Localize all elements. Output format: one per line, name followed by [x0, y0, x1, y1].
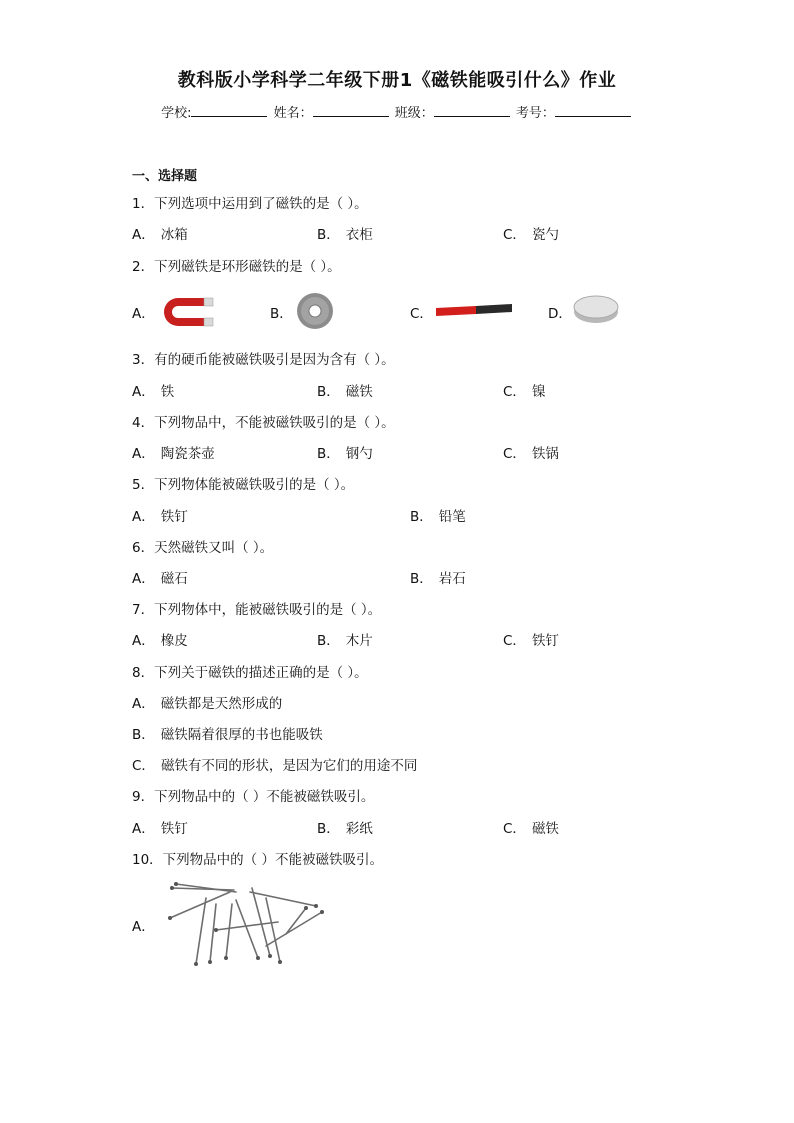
q6-option-a[interactable]: A． 磁石 — [132, 571, 188, 587]
q10-option-a[interactable]: A． — [132, 878, 332, 970]
class-label: 班级： — [394, 106, 434, 121]
bar-magnet-icon — [436, 302, 514, 318]
question-10: 10．下列物品中的（ ）不能被磁铁吸引。 — [132, 852, 383, 868]
q2-option-a[interactable]: A． — [132, 290, 222, 330]
q3-option-c[interactable]: C． 镍 — [503, 384, 546, 400]
question-8: 8．下列关于磁铁的描述正确的是（ ）。 — [132, 665, 368, 681]
student-info-line — [0, 102, 794, 121]
pins-icon — [166, 878, 326, 970]
q9-option-c[interactable]: C． 磁铁 — [503, 821, 559, 837]
name-label: 姓名： — [273, 106, 313, 121]
q5-option-b[interactable]: B． 铅笔 — [410, 509, 466, 525]
question-9: 9．下列物品中的（ ）不能被磁铁吸引。 — [132, 789, 375, 805]
class-blank[interactable] — [434, 104, 510, 117]
q8-option-b[interactable]: B． 磁铁隔着很厚的书也能吸铁 — [132, 727, 323, 743]
q8-option-c[interactable]: C． 磁铁有不同的形状，是因为它们的用途不同 — [132, 758, 418, 774]
question-7: 7．下列物体中，能被磁铁吸引的是（ ）。 — [132, 602, 382, 618]
q6-option-b[interactable]: B． 岩石 — [410, 571, 466, 587]
question-3: 3．有的硬币能被磁铁吸引是因为含有（ ）。 — [132, 352, 395, 368]
q7-option-c[interactable]: C． 铁钉 — [503, 633, 559, 649]
section-title: 一、选择题 — [132, 169, 198, 184]
question-5: 5．下列物体能被磁铁吸引的是（ ）。 — [132, 477, 355, 493]
q7-option-b[interactable]: B． 木片 — [317, 633, 373, 649]
q9-option-a[interactable]: A． 铁钉 — [132, 821, 188, 837]
q5-option-a[interactable]: A． 铁钉 — [132, 509, 188, 525]
q2-option-c[interactable]: C． — [410, 290, 520, 330]
q8-option-a[interactable]: A． 磁铁都是天然形成的 — [132, 696, 283, 712]
q1-option-c[interactable]: C． 瓷勺 — [503, 227, 559, 243]
q3-option-b[interactable]: B． 磁铁 — [317, 384, 373, 400]
q4-option-b[interactable]: B． 钢勺 — [317, 446, 373, 462]
question-1: 1．下列选项中运用到了磁铁的是（ ）。 — [132, 196, 368, 212]
school-blank[interactable] — [191, 104, 267, 117]
school-label: 学校: — [161, 106, 192, 121]
q2-option-d[interactable]: D． — [548, 290, 628, 330]
question-2: 2．下列磁铁是环形磁铁的是（ ）。 — [132, 259, 341, 275]
q4-option-c[interactable]: C． 铁锅 — [503, 446, 559, 462]
exam-no-blank[interactable] — [555, 104, 631, 117]
q2-option-b[interactable]: B． — [270, 290, 340, 330]
q3-option-a[interactable]: A． 铁 — [132, 384, 175, 400]
page-title: 教科版小学科学二年级下册1《磁铁能吸引什么》作业 — [177, 70, 617, 91]
ring-magnet-icon — [296, 292, 334, 330]
q9-option-b[interactable]: B． 彩纸 — [317, 821, 373, 837]
horseshoe-magnet-icon — [156, 290, 222, 330]
q1-option-b[interactable]: B． 衣柜 — [317, 227, 373, 243]
q4-option-a[interactable]: A． 陶瓷茶壶 — [132, 446, 215, 462]
disc-magnet-icon — [572, 292, 620, 326]
q7-option-a[interactable]: A． 橡皮 — [132, 633, 188, 649]
question-4: 4．下列物品中，不能被磁铁吸引的是（ ）。 — [132, 415, 395, 431]
name-blank[interactable] — [313, 104, 389, 117]
exam-no-label: 考号： — [515, 106, 555, 121]
question-6: 6．天然磁铁又叫（ ）。 — [132, 540, 274, 556]
q1-option-a[interactable]: A． 冰箱 — [132, 227, 188, 243]
